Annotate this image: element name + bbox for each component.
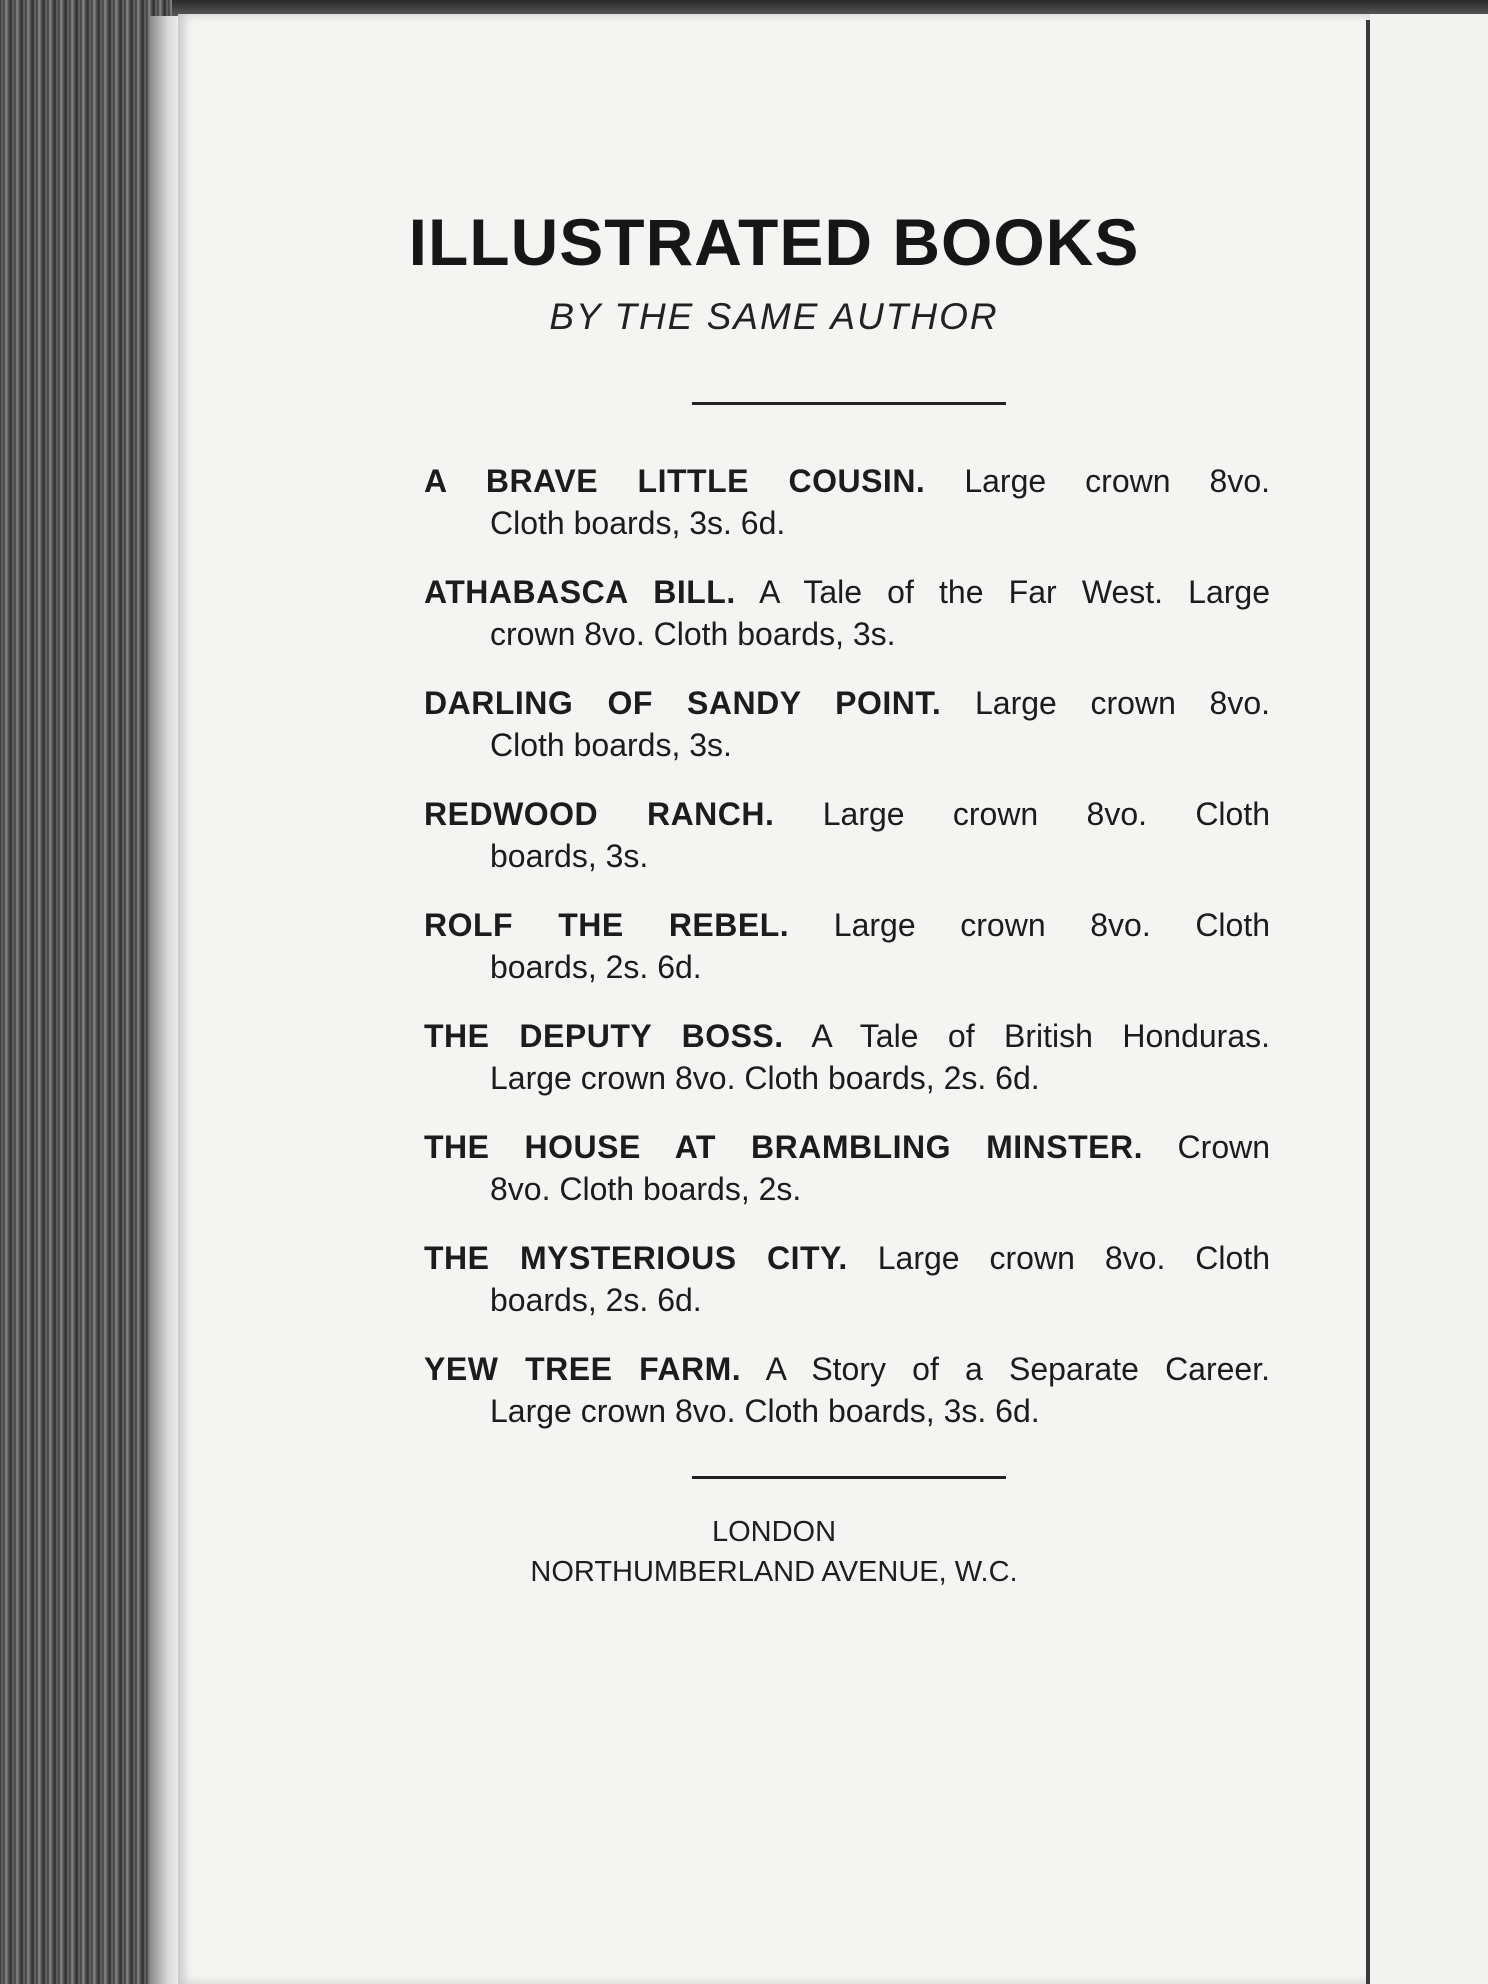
imprint-city: LONDON (711, 1516, 837, 1548)
book-description: Large crown 8vo. Cloth (877, 1240, 1271, 1276)
book-description-continued: 8vo. Cloth boards, 2s. (490, 1171, 802, 1207)
book-list (424, 460, 1270, 1459)
book-description-continued: Large crown 8vo. Cloth boards, 3s. 6d. (490, 1393, 1040, 1429)
book-description: Large crown 8vo. (964, 463, 1271, 499)
book-title: ATHABASCA BILL. (424, 574, 736, 610)
book-description: Large crown 8vo. Cloth (822, 796, 1271, 832)
book-entry (424, 460, 1270, 571)
divider-top (692, 402, 1006, 405)
divider-bottom (692, 1476, 1006, 1479)
book-description: Large crown 8vo. (974, 685, 1271, 721)
page-edges (0, 0, 172, 1984)
book-title: DARLING OF SANDY POINT. (424, 685, 942, 721)
book-title: THE MYSTERIOUS CITY. (424, 1240, 848, 1276)
book-description-continued: boards, 2s. 6d. (490, 949, 702, 985)
imprint-address: NORTHUMBERLAND AVENUE, W.C. (530, 1556, 1018, 1588)
book-entry (424, 1015, 1270, 1126)
book-description: A Tale of the Far West. Large (759, 574, 1271, 610)
book-title: A BRAVE LITTLE COUSIN. (424, 463, 926, 499)
book-entry (424, 682, 1270, 793)
book-description-continued: Cloth boards, 3s. 6d. (490, 505, 786, 541)
book-title: THE HOUSE AT BRAMBLING MINSTER. (424, 1129, 1143, 1165)
page-title: ILLUSTRATED BOOKS (408, 205, 1140, 279)
book-entry (424, 1237, 1270, 1348)
page-subtitle: BY THE SAME AUTHOR (549, 296, 999, 337)
page-edge-highlight (150, 16, 180, 1984)
book-title: THE DEPUTY BOSS. (424, 1018, 784, 1054)
book-description-continued: boards, 2s. 6d. (490, 1282, 702, 1318)
book-entry (424, 904, 1270, 1015)
book-title: REDWOOD RANCH. (424, 796, 775, 832)
book-entry (424, 1348, 1270, 1459)
book-title: ROLF THE REBEL. (424, 907, 790, 943)
book-description: A Story of a Separate Career. (765, 1351, 1271, 1387)
book-description-continued: crown 8vo. Cloth boards, 3s. (490, 616, 896, 652)
book-description: Crown (1177, 1129, 1271, 1165)
book-description-continued: boards, 3s. (490, 838, 649, 874)
book-description: A Tale of British Honduras. (811, 1018, 1271, 1054)
book-description-continued: Cloth boards, 3s. (490, 727, 732, 763)
facing-page (1370, 14, 1488, 1984)
book-description-continued: Large crown 8vo. Cloth boards, 2s. 6d. (490, 1060, 1040, 1096)
book-entry (424, 1126, 1270, 1237)
book-description: Large crown 8vo. Cloth (833, 907, 1271, 943)
book-entry (424, 793, 1270, 904)
book-entry (424, 571, 1270, 682)
book-title: YEW TREE FARM. (424, 1351, 742, 1387)
